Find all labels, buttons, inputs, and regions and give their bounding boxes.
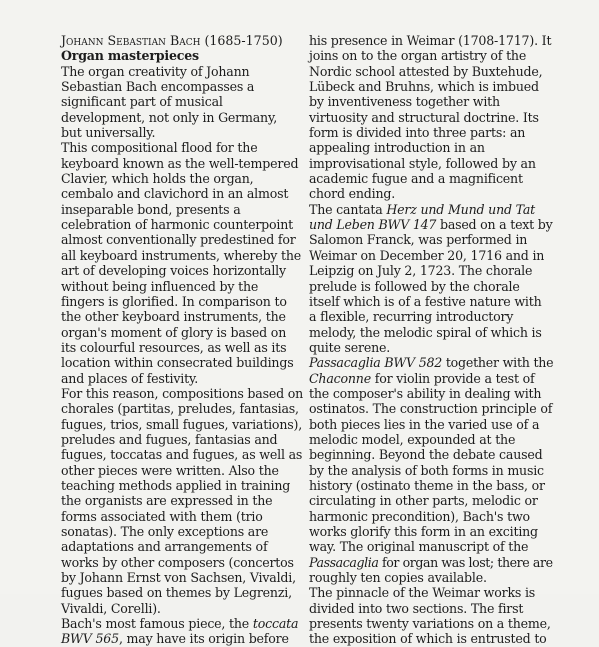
text-line: and places of festivity. [61, 370, 199, 386]
text-line: fugues, trios, small fugues, variations), [61, 416, 303, 432]
text-line: art of developing voices horizontally [61, 263, 286, 279]
manuscript-text: for organ was lost; there are [378, 554, 553, 570]
right-paragraph-weimar [309, 570, 553, 647]
text-line: adaptations and arrangements of [61, 539, 268, 555]
text-line: preludes and fugues, fantasias and [61, 431, 278, 447]
text-line: harmonic precondition), Bach's two [309, 508, 530, 524]
text-line: way. The original manuscript of the [309, 539, 529, 555]
text-line: almost conventionally predestined for [61, 232, 296, 248]
passacaglia-line-2 [309, 371, 553, 386]
passacaglia-title: Passacaglia BWV 582 [309, 355, 443, 371]
text-line: its colourful resources, as well as its [61, 339, 287, 355]
text-line: teaching methods applied in training [61, 477, 291, 493]
text-line: celebration of harmonic counterpoint [61, 217, 294, 233]
toccata-title-2: BWV 565 [61, 631, 119, 647]
passacaglia-text-2: for violin provide a test of [370, 370, 535, 386]
text-line: Leipzig on July 2, 1723. The chorale [309, 263, 533, 279]
text-line: forms associated with them (trio [61, 508, 263, 524]
text-line: fingers is glorified. In comparison to [61, 293, 287, 309]
text-line: the exposition of which is entrusted to [309, 631, 547, 647]
text-line: both pieces lies in the varied use of a [309, 416, 540, 432]
text-line: by Johann Ernst von Sachsen, Vivaldi, [61, 570, 296, 586]
text-line: ostinatos. The construction principle of [309, 401, 553, 417]
text-line: organ's moment of glory is based on [61, 324, 287, 340]
text-line: the other keyboard instruments, the [61, 309, 286, 325]
text-line: fugues based on themes by Legrenzi, [61, 585, 292, 601]
text-line: sonatas). The only exceptions are [61, 524, 269, 539]
toccata-line-2 [61, 631, 305, 646]
text-line: divided into two sections. The first [309, 600, 524, 616]
text-line: virtuosity and structural doctrine. Its [309, 109, 539, 125]
text-line: For this reason, compositions based on [61, 385, 304, 401]
text-line: Salomon Franck, was performed in [309, 232, 528, 248]
cantata-text-pre: The cantata [309, 201, 387, 217]
text-line: Vivaldi, Corelli). [61, 600, 161, 616]
text-line: circulating in other parts, melodic or [309, 493, 538, 509]
text-line: Clavier, which holds the organ, [61, 171, 254, 187]
text-line: all keyboard instruments, whereby the [61, 247, 302, 263]
text-line: Sebastian Bach encompasses a [61, 79, 255, 95]
text-line: Nordic school attested by Buxtehude, [309, 63, 543, 79]
text-line: joins on to the organ artistry of the [309, 48, 527, 64]
text-line: works glorify this form in an exciting [309, 524, 538, 539]
text-line: by the analysis of both forms in music [309, 462, 544, 478]
text-line: fugues, toccatas and fugues, as well as [61, 447, 303, 463]
cantata-title-1: Herz und Mund und Tat [386, 201, 536, 217]
text-line: itself which is of a festive nature with [309, 293, 542, 309]
text-line: significant part of musical [61, 94, 223, 110]
text-line: prelude is followed by the chorale [309, 278, 520, 294]
text-line: melodic model, expounded at the [309, 431, 516, 447]
cantata-line-2 [309, 217, 553, 232]
text-line: other pieces were written. Also the [61, 462, 279, 478]
text-line: This compositional flood for the [61, 140, 258, 156]
right-paragraph-passacaglia [309, 386, 553, 555]
right-column [309, 33, 553, 647]
text-line: the organists are expressed in the [61, 493, 273, 509]
text-line: but universally. [61, 125, 156, 141]
composer-dates: (1685-1750) [204, 33, 283, 48]
text-line: form is divided into three parts: an [309, 125, 526, 141]
right-paragraph-toccata [309, 33, 553, 202]
toccata-line-1 [61, 616, 305, 631]
passacaglia-line-1 [309, 355, 553, 370]
left-paragraphs [61, 64, 305, 616]
cantata-text-post: based on a text by [436, 217, 553, 233]
text-line: academic fugue and a magnificent [309, 171, 523, 187]
text-line: beginning. Beyond the debate caused [309, 447, 543, 463]
composer-heading [61, 33, 305, 48]
left-column [61, 33, 305, 647]
text-line: his presence in Weimar (1708-1717). It [309, 33, 552, 48]
text-line: without being influenced by the [61, 278, 259, 294]
passacaglia-text-1: together with the [442, 355, 554, 371]
text-line: location within consecrated buildings [61, 355, 294, 371]
cantata-line-1 [309, 202, 553, 217]
composer-name: Johann Sebastian Bach [61, 33, 201, 48]
text-line: chorales (partitas, preludes, fantasias, [61, 401, 299, 417]
text-line: Lübeck and Bruhns, which is imbued [309, 79, 539, 95]
text-line: improvisational style, followed by an [309, 155, 536, 171]
right-paragraph-cantata [309, 232, 553, 355]
text-line: melody, the melodic spiral of which is [309, 324, 542, 340]
text-line: appealing introduction in an [309, 140, 485, 156]
text-line: The organ creativity of Johann [61, 63, 250, 79]
toccata-title-1: toccata [252, 616, 299, 632]
text-line: quite serene. [309, 339, 391, 355]
text-line: roughly ten copies available. [309, 570, 487, 586]
text-line: The pinnacle of the Weimar works is [309, 585, 536, 601]
text-line: development, not only in Germany, [61, 109, 278, 125]
chaconne-title: Chaconne [309, 370, 371, 386]
text-line: Weimar on December 20, 1716 and in [309, 247, 545, 263]
text-line: the composer's ability in dealing with [309, 385, 542, 401]
toccata-text-pre: Bach's most famous piece, the [61, 616, 253, 632]
text-line: inseparable bond, presents a [61, 201, 241, 217]
text-line: history (ostinato theme in the bass, or [309, 477, 545, 493]
text-line: presents twenty variations on a theme, [309, 616, 551, 632]
manuscript-line [309, 555, 553, 570]
text-line: a flexible, recurring introductory [309, 309, 514, 325]
section-subtitle: Organ masterpieces [61, 48, 199, 64]
text-line: chord ending. [309, 186, 396, 202]
text-line: cembalo and clavichord in an almost [61, 186, 289, 202]
text-line: works by other composers (concertos [61, 554, 294, 570]
text-line: by inventiveness together with [309, 94, 500, 110]
cantata-title-2: und Leben BWV 147 [309, 217, 437, 233]
manuscript-title: Passacaglia [309, 554, 379, 570]
text-line: keyboard known as the well-tempered [61, 155, 299, 171]
toccata-text-post: , may have its origin before [118, 631, 289, 647]
